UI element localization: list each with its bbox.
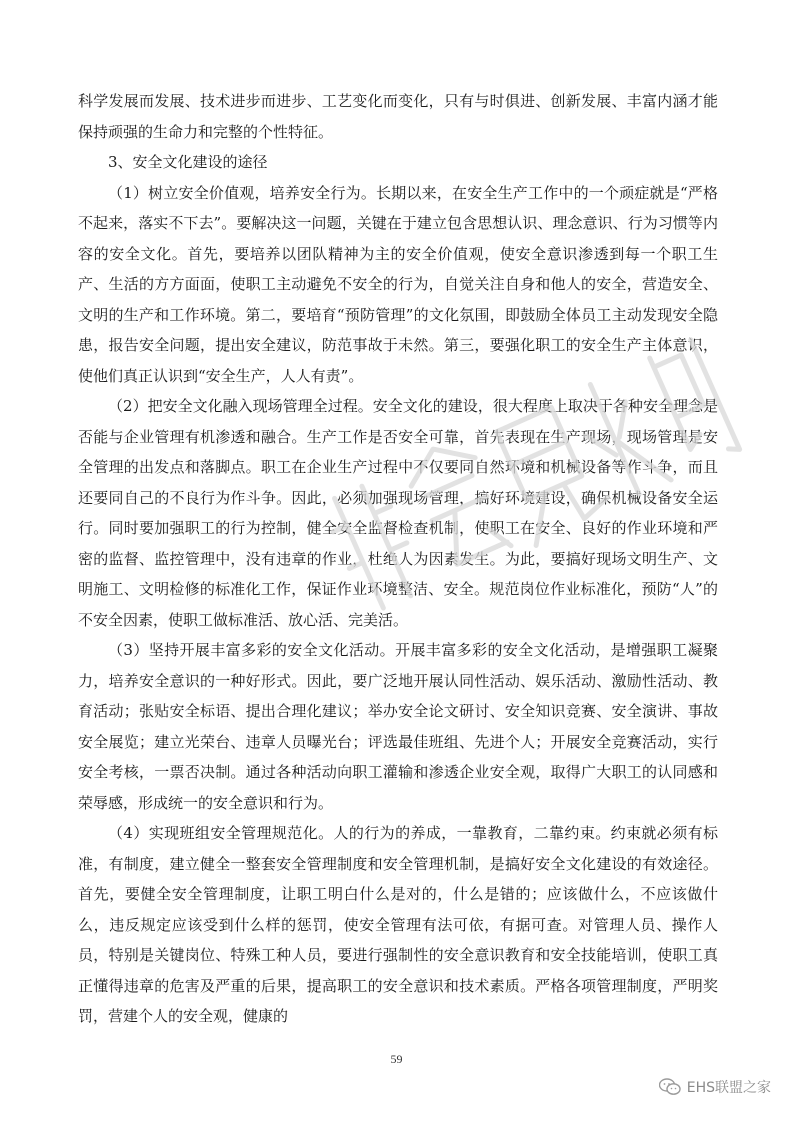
paragraph-4: （4）实现班组安全管理规范化。人的行为的养成，一靠教育，二靠约束。约束就必须有标准，有制度，建立健全一整套安全管理制度和安全管理机制，是搞好安全文化建设的有效途径。首先，要健全安全管理制度，让职工明白什么是对的，什么是错的；应该做什么，不应该做什么，违反规定应该受到什么样的惩罚，使安全管理有法可依，有据可查。对管理人员、操作人员，特别是关键岗位、特殊工种人员，要进行强制性的安全意识教育和安全技能培训，使职工真正懂得违章的危害及严重的后果，提高职工的安全意识和技术素质。严格各项管理制度，严明奖罚，营建个人的安全观，健康的 <box>78 824 718 1025</box>
footer-brand <box>659 1069 771 1105</box>
paragraph-1: （1）树立安全价值观，培养安全行为。长期以来，在安全生产工作中的一个顽症就是“严格不起来，落实不下去”。要解决这一问题，关键在于建立包含思想认识、理念意识、行为习惯等内容的安全文化。首先，要培养以团队精神为主的安全价值观，使安全意识渗透到每一个职工生产、生活的方方面面，使职工主动避免不安全的行为，自觉关注自身和他人的安全，营造安全、文明的生产和工作环境。第二，要培育“预防管理”的文化氛围，即鼓励全体员工主动发现安全隐患，报告安全问题，提出安全建议，防范事故于未然。第三，要强化职工的安全生产主体意识，使他们真正认识到“安全生产，人人有责”。 <box>78 183 718 385</box>
section-heading: 3、安全文化建设的途径 <box>108 153 268 171</box>
wechat-icon <box>659 1078 681 1096</box>
paragraph-3: （3）坚持开展丰富多彩的安全文化活动。开展丰富多彩的安全文化活动，是增强职工凝聚力，培养安全意识的一种好形式。因此，要广泛地开展认同性活动、娱乐活动、激励性活动、教育活动；张贴安全标语、提出合理化建议；举办安全论文研讨、安全知识竞赛、安全演讲、事故安全展览；建立光荣台、违章人员曝光台；评选最佳班组、先进个人；开展安全竞赛活动，实行安全考核，一票否决制。通过各种活动向职工灌输和渗透企业安全观，取得广大职工的认同感和荣辱感，形成统一的安全意识和行为。 <box>78 641 718 812</box>
intro-paragraph: 科学发展而发展、技术进步而进步、工艺变化而变化，只有与时俱进、创新发展、丰富内涵才能保持顽强的生命力和完整的个性特征。 <box>78 92 718 141</box>
paragraph-2: （2）把安全文化融入现场管理全过程。安全文化的建设，很大程度上取决于各种安全理念是否能与企业管理有机渗透和融合。生产工作是否安全可靠，首先表现在生产现场，现场管理是安全管理的出发点和落脚点。职工在企业生产过程中不仅要同自然环境和机械设备等作斗争，而且还要同自己的不良行为作斗争。因此，必须加强现场管理，搞好环境建设，确保机械设备安全运行。同时要加强职工的行为控制，健全安全监督检查机制，使职工在安全、良好的作业环境和严密的监督、监控管理中，没有违章的作业，杜绝人为因素发生。为此，要搞好现场文明生产、文明施工、文明检修的标准化工作，保证作业环境整洁、安全。规范岗位作业标准化，预防“人”的不安全因素，使职工做标准活、放心活、完美活。 <box>78 397 718 629</box>
document-body <box>78 86 718 1032</box>
footer-brand-label: EHS联盟之家 <box>686 1080 771 1096</box>
page-number: 59 <box>390 1052 403 1066</box>
